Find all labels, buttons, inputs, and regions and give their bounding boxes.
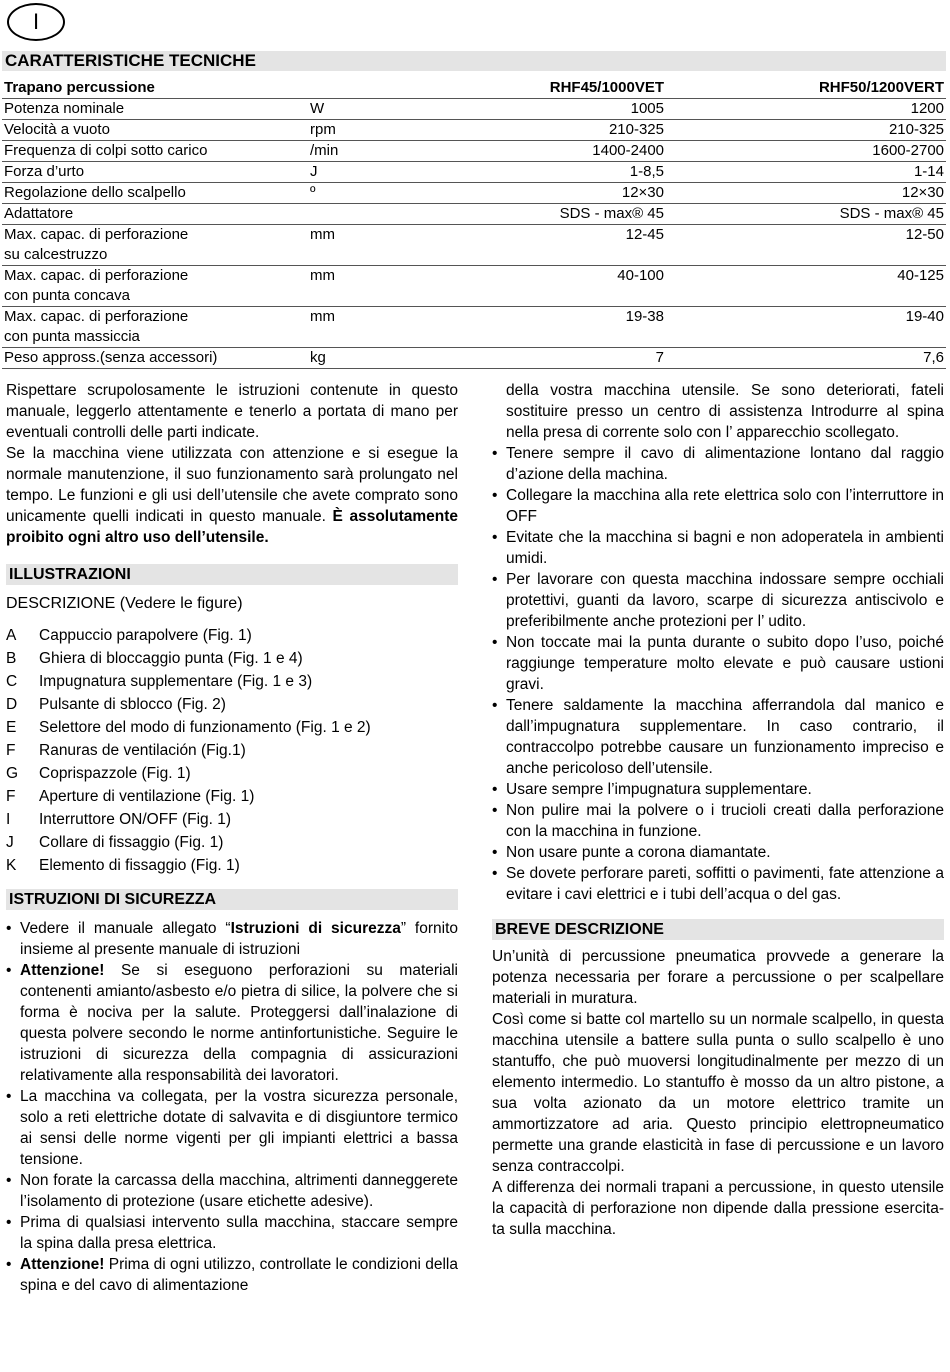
safety-heading: ISTRUZIONI DI SICUREZZA <box>6 889 458 910</box>
left-column <box>6 380 458 1296</box>
list-item: • Non usare punte a corona diamantate. <box>492 842 944 863</box>
part-key: B <box>6 650 17 667</box>
table-cell: mm <box>308 266 462 307</box>
table-cell: 19-40 <box>666 307 946 348</box>
part-key: I <box>6 811 11 828</box>
list-item <box>6 693 458 716</box>
table-cell: 12-50 <box>666 225 946 266</box>
table-cell: 210-325 <box>462 120 666 141</box>
part-label: Ranuras de ventilación (Fig.1) <box>39 742 246 759</box>
list-item: • Per lavorare con questa macchina indossare sempre occhiali protettivi, guanti da lavoro, scarpe di sicurezza antiscivolo e preferibilmente anche protezioni per l’ udito. <box>492 569 944 632</box>
list-item <box>6 624 458 647</box>
safety-list <box>6 918 458 1296</box>
table-cell: º <box>308 183 462 204</box>
table-row <box>2 162 946 183</box>
part-label: Collare di fissaggio (Fig. 1) <box>39 834 224 851</box>
brief-paragraph-1: Un’unità di percussione pneumatica provvede a generare la potenza necessaria per forare a percussione o per scalpellare materiali in muratura. <box>492 948 944 1007</box>
part-key: E <box>6 719 17 736</box>
table-cell: 1005 <box>462 99 666 120</box>
table-cell: 12×30 <box>462 183 666 204</box>
part-label: Elemento di fissaggio (Fig. 1) <box>39 857 240 874</box>
list-item <box>6 670 458 693</box>
list-item <box>6 918 458 960</box>
brief-heading: BREVE DESCRIZIONE <box>492 919 944 940</box>
safety-text: Prima di ogni utilizzo, controllate le condizioni della spina e del cavo di alimentazione <box>20 1256 458 1294</box>
table-cell: 1-8,5 <box>462 162 666 183</box>
table-cell: /min <box>308 141 462 162</box>
right-column <box>492 380 944 1240</box>
list-item <box>6 1254 458 1296</box>
warning-label: Attenzione! <box>20 962 105 979</box>
intro-text: Se la macchina viene utilizzata con attenzione e si esegue la normale manutenzione, il suo funzionamento sarà prolungato nel tempo. Le funzioni e gli usi dell’utensile che avete comprato sono unicamente quelli indicati in questo manuale. <box>6 445 458 525</box>
table-cell: 40-125 <box>666 266 946 307</box>
list-item: • Tenere sempre il cavo di alimentazione lontano dal raggio d’azione della machina. <box>492 443 944 485</box>
table-cell: kg <box>308 348 462 369</box>
table-cell: 1400-2400 <box>462 141 666 162</box>
part-key: G <box>6 765 19 782</box>
table-cell: 12-45 <box>462 225 666 266</box>
table-cell: RHF45/1000VET <box>462 78 666 99</box>
list-item <box>6 808 458 831</box>
intro-paragraph-1: Rispettare scrupolosamente le istruzioni contenute in questo manuale, leggerlo attentamente e tenerlo a portata di mano per eventuali controlli delle parti indicate. <box>6 382 458 441</box>
table-cell: 1600-2700 <box>666 141 946 162</box>
table-cell <box>308 204 462 225</box>
illustrations-subtitle: DESCRIZIONE (Vedere le figure) <box>6 595 243 612</box>
warning-label: Attenzione! <box>20 1256 105 1273</box>
table-row <box>2 266 946 307</box>
table-cell: SDS - max® 45 <box>462 204 666 225</box>
list-item <box>6 960 458 1086</box>
part-key: F <box>6 788 16 805</box>
specs-title: CARATTERISTICHE TECNICHE <box>2 51 946 71</box>
table-cell: Trapano percussione <box>2 78 308 99</box>
table-cell: Adattatore <box>2 204 308 225</box>
list-item: • Evitate che la macchina si bagni e non adoperatela in ambienti umidi. <box>492 527 944 569</box>
part-label: Cappuccio parapolvere (Fig. 1) <box>39 627 252 644</box>
table-cell: SDS - max® 45 <box>666 204 946 225</box>
safety-continuation: della vostra macchina utensile. Se sono deteriorati, fateli sostituire presso un centro di assistenza Introdurre al spina nella presa di corrente solo con l’ apparecchio scollegato. <box>506 382 944 441</box>
list-item <box>6 739 458 762</box>
table-cell: Regolazione dello scalpello <box>2 183 308 204</box>
list-item: • Prima di qualsiasi intervento sulla macchina, staccare sempre la spina dalla presa elettrica. <box>6 1212 458 1254</box>
list-item: • Se dovete perforare pareti, soffitti o pavimenti, fate attenzione a evitare i cavi elettrici e i tubi dell’acqua o del gas. <box>492 863 944 905</box>
table-row <box>2 348 946 369</box>
part-label: Aperture di ventilazione (Fig. 1) <box>39 788 255 805</box>
safety-list-continued <box>492 443 944 905</box>
table-row <box>2 120 946 141</box>
table-row <box>2 183 946 204</box>
brief-paragraph-2: Così come si batte col martello su un normale scalpello, in questa macchina utensile a battere sulla punta o sullo scalpello è uno stantuffo, che può muoversi longitudinalmente per mezzo di un elemento intermedio. Lo stantuffo è mosso da un altro pistone, a sua volta azionato da un motore elettrico tramite un ammortizzatore ad aria. Questo principio elettropneumatico permette una grande elasticità in fase di percussione e un lavoro senza contraccolpi. <box>492 1011 944 1175</box>
table-cell: 12×30 <box>666 183 946 204</box>
table-row <box>2 204 946 225</box>
table-cell: 40-100 <box>462 266 666 307</box>
table-cell: Max. capac. di perforazione su calcestruzzo <box>2 225 308 266</box>
part-key: K <box>6 857 17 874</box>
safety-text: ” fornito insieme al presente manuale di istruzioni <box>20 920 459 958</box>
list-item: • Tenere saldamente la macchina afferrandola dal manico e dall’impugnatura supplementare. In caso contrario, il contraccolpo potrebbe causare un funzionamento impreciso e anche pericoloso dell’utensile. <box>492 695 944 779</box>
illustrations-heading: ILLUSTRAZIONI <box>6 564 458 585</box>
list-item <box>6 854 458 877</box>
table-row <box>2 225 946 266</box>
specs-table <box>2 78 946 369</box>
list-item <box>6 831 458 854</box>
list-item: • Non pulire mai la polvere o i trucioli creati dalla perforazione con la macchina in funzione. <box>492 800 944 842</box>
list-item: • Usare sempre l’impugnatura supplementare. <box>492 779 944 800</box>
specs-header-row <box>2 78 946 99</box>
table-cell: 210-325 <box>666 120 946 141</box>
table-row <box>2 307 946 348</box>
list-item <box>6 785 458 808</box>
table-cell: 7,6 <box>666 348 946 369</box>
part-key: F <box>6 742 16 759</box>
part-label: Ghiera di bloccaggio punta (Fig. 1 e 4) <box>39 650 303 667</box>
table-cell: Forza d’urto <box>2 162 308 183</box>
safety-text: Se si eseguono perforazioni su materiali contenenti amianto/asbesto e/o pietra di silice, la polvere che si forma è nociva per la salute. Proteggersi dall’inalazione di questa polvere secondo le norme antinfortunistiche. Seguire le istruzioni di sicurezza della compagnia di assicurazioni relativamente alla responsabilità dei lavoratori. <box>20 962 458 1084</box>
intro-paragraph-2 <box>6 443 458 548</box>
language-badge: I <box>7 3 65 41</box>
list-item <box>6 762 458 785</box>
safety-bold: Istruzioni di sicurezza <box>230 920 401 937</box>
table-cell <box>308 78 462 99</box>
table-cell: 7 <box>462 348 666 369</box>
table-cell: Potenza nominale <box>2 99 308 120</box>
table-cell: mm <box>308 225 462 266</box>
part-label: Impugnatura supplementare (Fig. 1 e 3) <box>39 673 313 690</box>
table-row <box>2 141 946 162</box>
part-key: C <box>6 673 18 690</box>
table-cell: rpm <box>308 120 462 141</box>
table-cell: Max. capac. di perforazione con punta massiccia <box>2 307 308 348</box>
table-cell: Frequenza di colpi sotto carico <box>2 141 308 162</box>
table-cell: Max. capac. di perforazione con punta concava <box>2 266 308 307</box>
part-key: A <box>6 627 17 644</box>
part-key: J <box>6 834 14 851</box>
intro-warning: È assolutamente proibito ogni altro uso dell’utensile. <box>6 508 459 546</box>
brief-paragraph-3: A differenza dei normali trapani a percussione, in questo utensile la capacità di perforazione non dipende dalla pressione esercita-ta sulla macchina. <box>492 1179 944 1238</box>
list-item <box>6 716 458 739</box>
part-label: Selettore del modo di funzionamento (Fig. 1 e 2) <box>39 719 371 736</box>
table-cell: W <box>308 99 462 120</box>
table-cell: 1-14 <box>666 162 946 183</box>
list-item: • Non forate la carcassa della macchina, altrimenti danneggerete l’isolamento di protezione (usare etichette adesive). <box>6 1170 458 1212</box>
table-cell: Peso appross.(senza accessori) <box>2 348 308 369</box>
list-item <box>6 647 458 670</box>
table-cell: Velocità a vuoto <box>2 120 308 141</box>
table-cell: mm <box>308 307 462 348</box>
list-item: • Non toccate mai la punta durante o subito dopo l’uso, poiché raggiunge temperature molto elevate e può causare ustioni gravi. <box>492 632 944 695</box>
table-cell: 1200 <box>666 99 946 120</box>
parts-list <box>6 624 458 877</box>
table-cell: 19-38 <box>462 307 666 348</box>
table-cell: RHF50/1200VERT <box>666 78 946 99</box>
part-label: Pulsante di sblocco (Fig. 2) <box>39 696 226 713</box>
part-label: Coprispazzole (Fig. 1) <box>39 765 191 782</box>
safety-text: Vedere il manuale allegato “ <box>20 920 231 937</box>
table-cell: J <box>308 162 462 183</box>
table-row <box>2 99 946 120</box>
part-key: D <box>6 696 18 713</box>
list-item: • La macchina va collegata, per la vostra sicurezza personale, solo a reti elettriche dotate di salvavita e di disgiuntore termico ai sensi delle norme vigenti per gli impianti elettrici a bassa tensione. <box>6 1086 458 1170</box>
part-label: Interruttore ON/OFF (Fig. 1) <box>39 811 232 828</box>
list-item: • Collegare la macchina alla rete elettrica solo con l’interruttore in OFF <box>492 485 944 527</box>
